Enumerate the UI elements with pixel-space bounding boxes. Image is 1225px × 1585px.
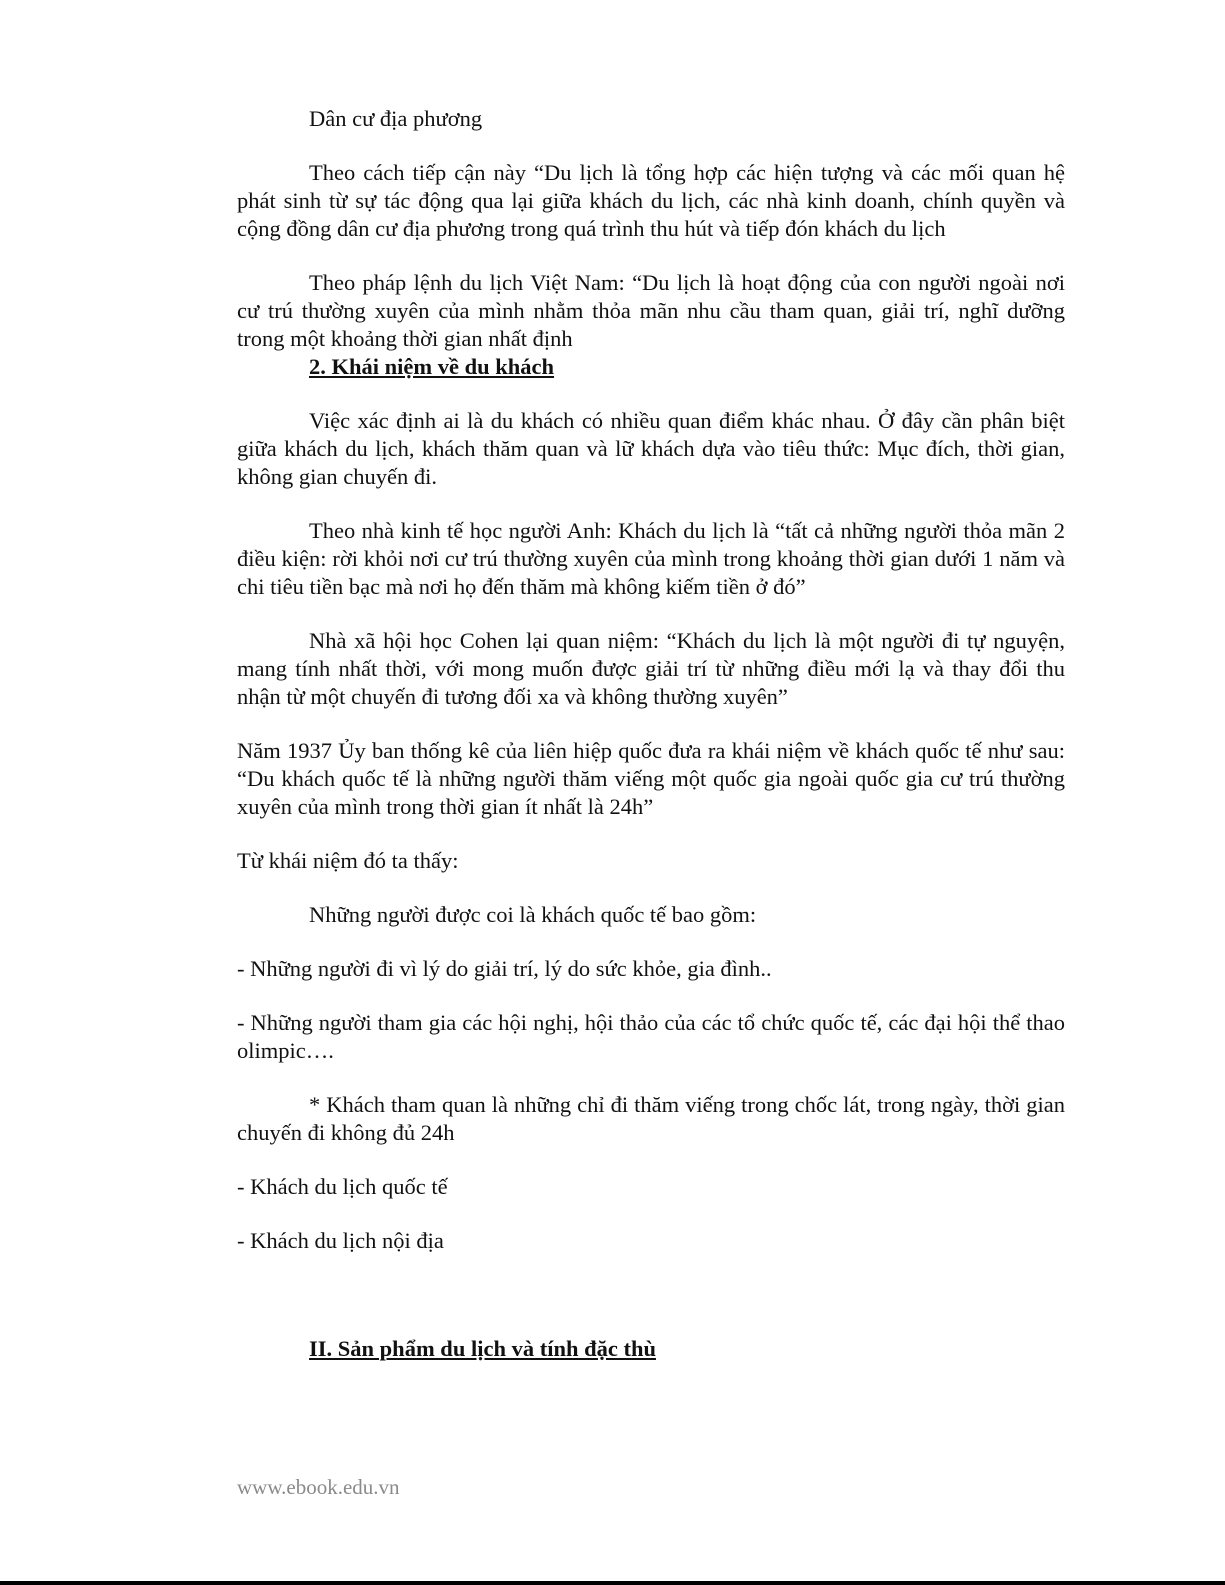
paragraph-cohen-concept: Nhà xã hội học Cohen lại quan niệm: “Khách du lịch là một người đi tự nguyện, mang tính nhất thời, với mong muốn được giải trí từ những điều mới lạ và thay đổi thu nhận từ một chuyến đi tương đối xa và không thường xuyên” (237, 628, 1065, 709)
paragraph-international-tourists-include: Những người được coi là khách quốc tế bao gồm: (309, 902, 757, 927)
list-item-international-tourist: - Khách du lịch quốc tế (237, 1174, 448, 1199)
paragraph-un-1937: Năm 1937 Ủy ban thống kê của liên hiệp quốc đưa ra khái niệm về khách quốc tế như sau: “Du khách quốc tế là những người thăm viếng một quốc gia ngoài quốc gia cư trú thường xuyên của mình trong thời gian ít nhất là 24h” (237, 738, 1065, 819)
document-page (237, 105, 1065, 1363)
section-heading-tourism-products: II. Sản phẩm du lịch và tính đặc thù (309, 1336, 657, 1361)
section-heading-tourist-concept: 2. Khái niệm về du khách (309, 354, 555, 379)
paragraph-local-residents: Dân cư địa phương (309, 106, 483, 131)
paragraph-british-economist: Theo nhà kinh tế học người Anh: Khách du lịch là “tất cả những người thỏa mãn 2 điều kiện: rời khỏi nơi cư trú thường xuyên của mình trong khoảng thời gian dưới 1 năm và chi tiêu tiền bạc mà nơi họ đến thăm mà không kiếm tiền ở đó” (237, 518, 1065, 599)
bottom-divider (0, 1581, 1225, 1585)
list-item-conferences: - Những người tham gia các hội nghị, hội thảo của các tổ chức quốc tế, các đại hội thể thao olimpic…. (237, 1010, 1065, 1063)
footer-url: www.ebook.edu.vn (237, 1475, 400, 1499)
list-item-domestic-tourist: - Khách du lịch nội địa (237, 1228, 444, 1253)
list-item-leisure-health: - Những người đi vì lý do giải trí, lý do sức khỏe, gia đình.. (237, 956, 772, 981)
paragraph-vietnam-ordinance: Theo pháp lệnh du lịch Việt Nam: “Du lịch là hoạt động của con người ngoài nơi cư trú thường xuyên của mình nhằm thỏa mãn nhu cầu tham quan, giải trí, nghĩ dưỡng trong một khoảng thời gian nhất định (237, 270, 1065, 351)
paragraph-tourist-viewpoints: Việc xác định ai là du khách có nhiều quan điểm khác nhau. Ở đây cần phân biệt giữa khách du lịch, khách thăm quan và lữ khách dựa vào tiêu thức: Mục đích, thời gian, không gian chuyến đi. (237, 408, 1065, 489)
paragraph-approach-definition: Theo cách tiếp cận này “Du lịch là tổng hợp các hiện tượng và các mối quan hệ phát sinh từ sự tác động qua lại giữa khách du lịch, các nhà kinh doanh, chính quyền và cộng đồng dân cư địa phương trong quá trình thu hút và tiếp đón khách du lịch (237, 160, 1065, 241)
paragraph-from-concept: Từ khái niệm đó ta thấy: (237, 848, 459, 873)
paragraph-excursionists: * Khách tham quan là những chỉ đi thăm viếng trong chốc lát, trong ngày, thời gian chuyến đi không đủ 24h (237, 1092, 1065, 1145)
